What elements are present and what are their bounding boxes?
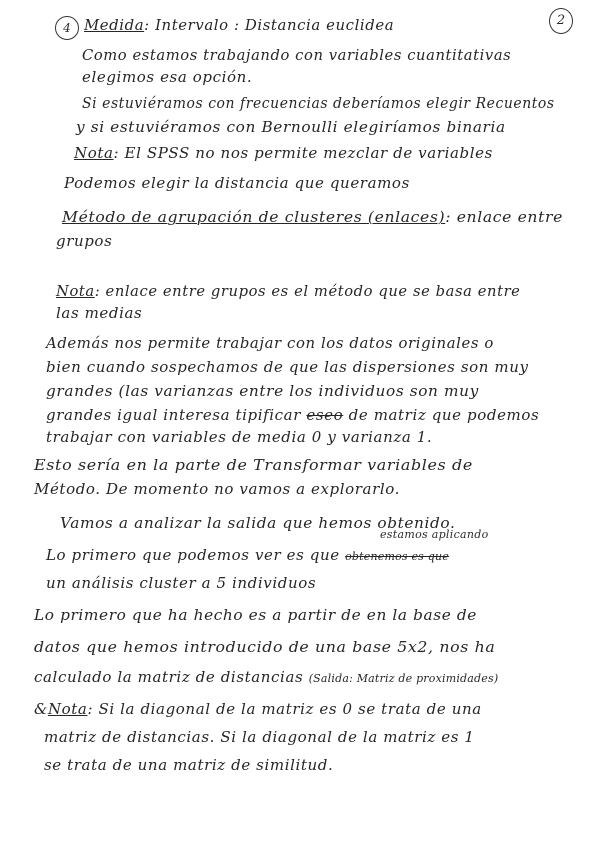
line-11: las medias: [56, 304, 143, 322]
note-text: : Si la diagonal de la matriz es 0 se trata de una: [87, 700, 482, 718]
line-23: datos que hemos introducido de una base 5x2, nos ha: [34, 638, 496, 656]
struck-word: eseo: [306, 406, 344, 424]
note-text: : enlace entre grupos es el método que se basa entre: [94, 282, 521, 300]
struck-phrase: obtenemos es que: [345, 550, 449, 563]
standardize-text-end: de matriz que podemos: [348, 406, 540, 424]
line-19: Vamos a analizar la salida que hemos obtenido.: [60, 514, 456, 532]
line-15: [46, 406, 539, 424]
line-21: un análisis cluster a 5 individuos: [46, 574, 317, 592]
line-3: elegimos esa opción.: [82, 68, 253, 86]
method-text: : enlace entre: [445, 208, 563, 226]
note-label: Nota: [74, 144, 114, 162]
item-number-circle: [55, 16, 79, 40]
output-note: (Salida: Matriz de proximidades): [308, 672, 499, 685]
line-16: trabajar con variables de media 0 y varianza 1.: [46, 428, 433, 446]
line-24: [34, 668, 498, 686]
line-17: Esto sería en la parte de Transformar variables de: [34, 456, 473, 474]
line-13: bien cuando sospechamos de que las dispersiones son muy: [46, 358, 529, 376]
line-27: se trata de una matriz de similitud.: [44, 756, 334, 774]
line-2: Como estamos trabajando con variables cuantitativas: [82, 46, 512, 64]
line-26: matriz de distancias. Si la diagonal de la matriz es 1: [44, 728, 475, 746]
line-22: Lo primero que ha hecho es a partir de en la base de: [34, 606, 477, 624]
measure-heading: Medida: [84, 16, 145, 34]
method-heading: Método de agrupación de clusteres (enlaces): [62, 208, 446, 226]
line-6: [74, 144, 493, 162]
page-number-circle: [549, 8, 573, 34]
ampersand-mark: &: [34, 700, 48, 718]
inserted-note: estamos aplicando: [380, 528, 489, 541]
line-18: Método. De momento no vamos a explorarlo.: [34, 480, 401, 498]
standardize-text: grandes igual interesa tipificar: [46, 406, 301, 424]
line-5: y si estuviéramos con Bernoulli elegiríamos binaria: [76, 118, 506, 136]
line-4: Si estuviéramos con frecuencias deberíamos elegir Recuentos: [82, 94, 555, 112]
line-14: grandes (las varianzas entre los individuos son muy: [46, 382, 479, 400]
line-7: Podemos elegir la distancia que queramos: [64, 174, 410, 192]
page-number: 2: [556, 13, 566, 28]
line-1: [84, 16, 394, 34]
line-25: [34, 700, 482, 718]
line-9: grupos: [56, 232, 113, 250]
line-12: Además nos permite trabajar con los datos originales o: [46, 334, 494, 352]
note-text: : El SPSS no nos permite mezclar de variables: [113, 144, 493, 162]
note-label: Nota: [47, 700, 88, 718]
line-20: [46, 546, 449, 564]
line-8: [62, 208, 563, 226]
item-number: 4: [63, 21, 71, 35]
note-label: Nota: [56, 282, 95, 300]
measure-text: : Intervalo : Distancia euclidea: [144, 16, 395, 34]
distance-text: calculado la matriz de distancias: [34, 668, 304, 686]
first-text: Lo primero que podemos ver es que: [46, 546, 340, 564]
line-10: [56, 282, 520, 300]
